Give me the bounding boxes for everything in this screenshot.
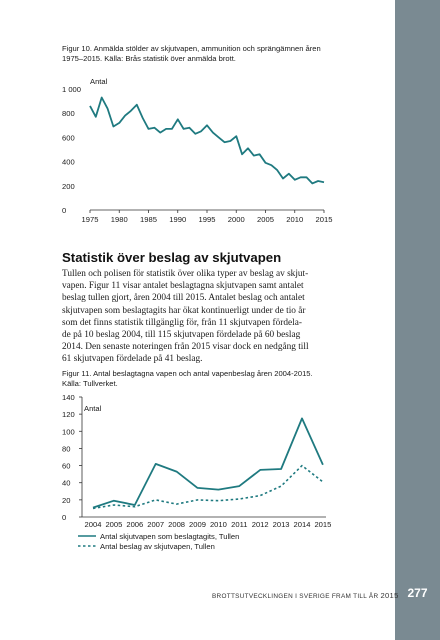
y-tick-label: 100 bbox=[62, 427, 75, 437]
x-tick-label: 2011 bbox=[231, 520, 248, 529]
chart-thefts bbox=[0, 0, 395, 232]
sidebar bbox=[395, 0, 440, 640]
x-tick-label: 2009 bbox=[189, 520, 206, 529]
y-tick-label: 0 bbox=[62, 206, 67, 215]
y-tick-label: 80 bbox=[62, 444, 71, 454]
footer-text: BROTTSUTVECKLINGEN I SVERIGE FRAM TILL ÅR bbox=[212, 593, 381, 600]
y-tick-label: 40 bbox=[62, 478, 71, 488]
figure11-caption-line1: Figur 11. Antal beslagtagna vapen och antal vapenbeslag åren 2004-2015. bbox=[62, 369, 313, 378]
series-line-weapons bbox=[93, 418, 323, 507]
x-tick-label: 2004 bbox=[84, 520, 102, 529]
y-tick-label: 800 bbox=[62, 109, 75, 119]
figure10-caption-line2: 1975–2015. Källa: Brås statistik över anmälda brott. bbox=[62, 53, 236, 63]
x-tick-label: 2008 bbox=[168, 520, 186, 529]
body-line: de på 10 beslag 2004, till 115 skjutvapen fördelade på 60 beslag bbox=[62, 330, 301, 341]
chart-seizures bbox=[0, 380, 395, 565]
y-tick-label: 20 bbox=[62, 495, 71, 505]
y-tick-label: 1 000 bbox=[62, 85, 82, 94]
y-tick-label: 600 bbox=[62, 133, 75, 143]
footer bbox=[212, 591, 399, 600]
x-tick-label: 2006 bbox=[126, 520, 144, 529]
body-line: 61 skjutvapen fördelade på 41 beslag. bbox=[62, 354, 203, 365]
x-tick-label: 2010 bbox=[286, 215, 304, 224]
footer-year: 2015 bbox=[380, 591, 399, 600]
sidebar-title-text: Skjutvapenrelaterad brottslighet bbox=[16, 44, 28, 212]
y-axis-label: Antal bbox=[90, 77, 108, 86]
x-tick-label: 2007 bbox=[147, 520, 165, 529]
body-line: 2014. Den senaste noteringen från 2015 visar dock en nedgång till bbox=[62, 342, 309, 353]
x-tick-label: 2014 bbox=[293, 520, 311, 529]
x-tick-label: 1980 bbox=[110, 215, 128, 224]
x-tick-label: 1985 bbox=[140, 215, 157, 224]
x-tick-label: 2000 bbox=[227, 215, 245, 224]
x-tick-label: 2012 bbox=[251, 520, 269, 529]
legend-label: Antal skjutvapen som beslagtagits, Tullen bbox=[100, 532, 240, 541]
y-tick-label: 0 bbox=[62, 513, 67, 522]
page-number: 277 bbox=[407, 586, 428, 600]
y-axis-label: Antal bbox=[84, 404, 102, 413]
x-tick-label: 2013 bbox=[272, 520, 290, 529]
y-tick-label: 120 bbox=[62, 410, 75, 420]
y-tick-label: 400 bbox=[62, 157, 75, 167]
figure11-caption-line2: Källa: Tullverket. bbox=[62, 378, 118, 388]
y-tick-label: 140 bbox=[62, 393, 75, 402]
series-line-thefts bbox=[90, 98, 324, 184]
x-tick-label: 1995 bbox=[198, 215, 216, 224]
x-tick-label: 1990 bbox=[169, 215, 187, 224]
x-tick-label: 2015 bbox=[315, 215, 333, 224]
body-line: som det finns statistik tillgänglig för, från 11 skjutvapen fördela- bbox=[62, 317, 302, 328]
y-tick-label: 200 bbox=[62, 181, 75, 191]
x-tick-label: 2010 bbox=[209, 520, 227, 529]
x-tick-label: 2005 bbox=[105, 520, 123, 529]
x-tick-label: 1975 bbox=[81, 215, 99, 224]
section-heading: Statistik över beslag av skjutvapen bbox=[62, 250, 282, 265]
body-line: vapen. Figur 11 visar antalet beslagtagna skjutvapen samt antalet bbox=[62, 281, 304, 292]
section-body bbox=[62, 268, 332, 366]
x-tick-label: 2015 bbox=[314, 520, 332, 529]
body-line: skjutvapen som beslagtagits har ökat kontinuerligt under de tio år bbox=[62, 305, 306, 316]
figure10-caption-line1: Figur 10. Anmälda stölder av skjutvapen, ammunition och sprängämnen åren bbox=[62, 44, 321, 53]
body-line: beslag tullen gjort, åren 2004 till 2015. Antalet beslag och antalet bbox=[62, 293, 305, 304]
x-tick-label: 2005 bbox=[257, 215, 274, 224]
body-line: Tullen och polisen för statistik över olika typer av beslag av skjut- bbox=[62, 269, 309, 279]
series-line-seizures bbox=[93, 466, 323, 509]
y-tick-label: 60 bbox=[62, 461, 71, 471]
legend-label: Antal beslag av skjutvapen, Tullen bbox=[100, 542, 215, 551]
